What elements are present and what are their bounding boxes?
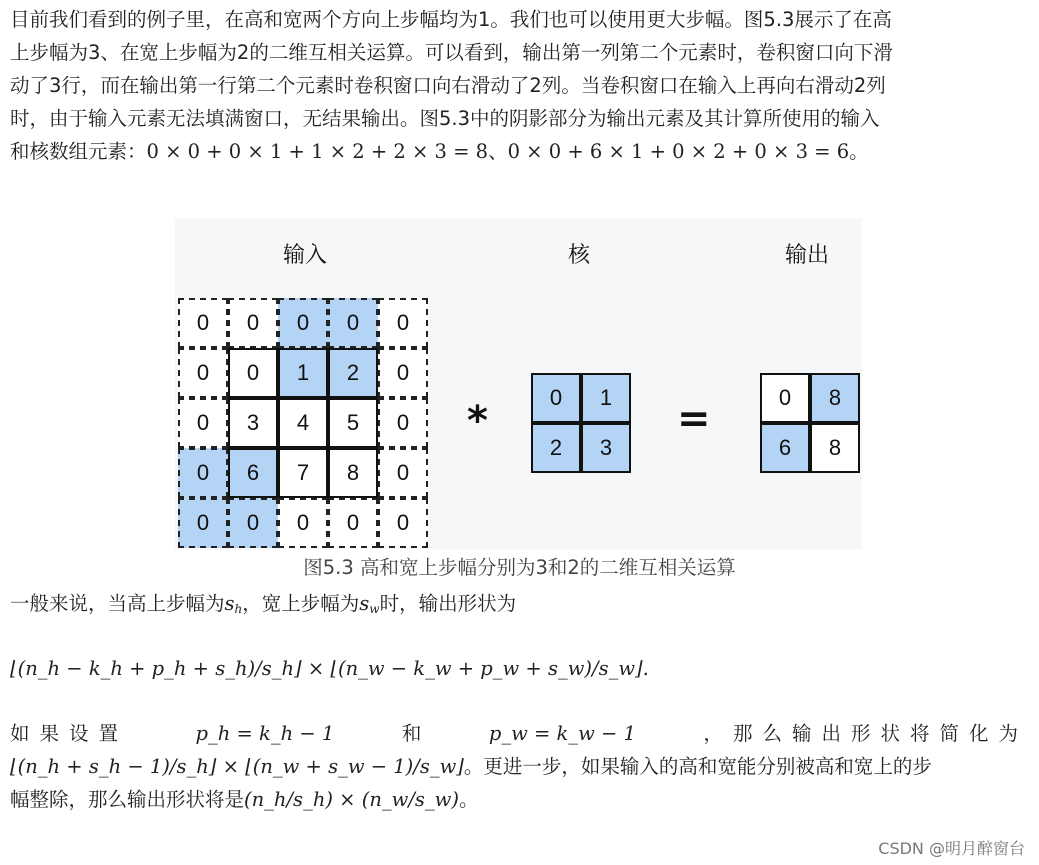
paragraph-3 xyxy=(10,717,1028,816)
input-cell: 1 xyxy=(278,348,328,398)
equation-6: 0 × 0 + 6 × 1 + 0 × 2 + 0 × 3 = 6 xyxy=(507,140,850,163)
star-operator: * xyxy=(467,398,488,444)
para3-text-5: 幅整除，那么输出形状将是 xyxy=(10,788,245,811)
kernel-cell: 0 xyxy=(531,373,581,423)
equation-pw: p_w = k_w − 1 xyxy=(488,722,636,745)
input-cell: 0 xyxy=(278,298,328,348)
input-cell: 0 xyxy=(378,448,428,498)
input-cell: 3 xyxy=(228,398,278,448)
input-cell: 2 xyxy=(328,348,378,398)
input-cell: 0 xyxy=(178,348,228,398)
input-cell: 0 xyxy=(228,348,278,398)
kernel-cell: 3 xyxy=(581,423,631,473)
separator: 、 xyxy=(488,140,508,163)
para3-word-1: 如果设置 xyxy=(10,722,129,745)
output-cell: 8 xyxy=(810,423,860,473)
para3-text-4: 。更进一步，如果输入的高和宽能分别被高和宽上的步 xyxy=(463,755,932,778)
input-cell: 0 xyxy=(378,398,428,448)
para1-line1: 目前我们看到的例子里，在高和宽两个方向上步幅均为1。我们也可以使用更大步幅。图5.3展示了在高 xyxy=(10,8,892,31)
para1-line3: 动了3行，而在输出第一行第二个元素时卷积窗口向右滑动了2列。当卷积窗口在输入上再向右滑动2列 xyxy=(10,74,886,97)
input-cell: 0 xyxy=(278,498,328,548)
input-cell: 0 xyxy=(378,348,428,398)
input-cell: 8 xyxy=(328,448,378,498)
para3-line1 xyxy=(10,717,1028,750)
input-cell: 0 xyxy=(178,498,228,548)
figure-caption: 图5.3 高和宽上步幅分别为3和2的二维互相关运算 xyxy=(303,556,736,579)
input-cell: 0 xyxy=(228,298,278,348)
input-cell: 4 xyxy=(278,398,328,448)
divisible-formula: (n_h/s_h) × (n_w/s_w) xyxy=(244,788,459,811)
input-cell: 5 xyxy=(328,398,378,448)
kernel-grid xyxy=(531,373,631,473)
input-cell: 0 xyxy=(328,298,378,348)
para2-text-1: 一般来说，当高上步幅为 xyxy=(10,592,225,615)
output-label: 输出 xyxy=(785,243,830,268)
input-cell: 0 xyxy=(178,448,228,498)
var-sw: $s_w$ xyxy=(359,592,380,616)
kernel-label: 核 xyxy=(568,243,591,268)
para3-word-3: ，那么输出形状将简化为 xyxy=(703,722,1028,745)
output-shape-formula xyxy=(10,652,1028,685)
equals-operator: = xyxy=(677,396,711,442)
para1-line4: 时，由于输入元素无法填满窗口，无结果输出。图5.3中的阴影部分为输出元素及其计算所使用的输入 xyxy=(10,107,880,130)
output-grid xyxy=(760,373,860,473)
para1-line5 xyxy=(10,135,1028,168)
simplified-formula: ⌊(n_h + s_h − 1)/s_h⌋ × ⌊(n_w + s_w − 1)/s_w⌋ xyxy=(10,755,464,778)
period: 。 xyxy=(849,140,869,163)
input-cell: 0 xyxy=(378,498,428,548)
para2-text-2: ，宽上步幅为 xyxy=(242,592,360,615)
kernel-cell: 2 xyxy=(531,423,581,473)
para3-line3 xyxy=(10,783,1028,816)
equation-ph: p_h = k_h − 1 xyxy=(195,722,335,745)
para3-line2 xyxy=(10,750,1028,783)
output-cell: 0 xyxy=(760,373,810,423)
equation-8: 0 × 0 + 0 × 1 + 1 × 2 + 2 × 3 = 8 xyxy=(146,140,489,163)
input-cell: 0 xyxy=(178,398,228,448)
input-cell: 0 xyxy=(228,498,278,548)
output-cell: 8 xyxy=(810,373,860,423)
para3-text-6: 。 xyxy=(458,788,479,811)
input-cell: 0 xyxy=(178,298,228,348)
para2-text-3: 时，输出形状为 xyxy=(379,592,517,615)
paragraph-1 xyxy=(10,3,1028,168)
input-cell: 6 xyxy=(228,448,278,498)
csdn-watermark: CSDN @明月醉窗台 xyxy=(878,839,1025,858)
var-sh: $s_h$ xyxy=(224,592,243,616)
kernel-cell: 1 xyxy=(581,373,631,423)
para3-word-2: 和 xyxy=(401,722,422,745)
output-cell: 6 xyxy=(760,423,810,473)
paragraph-2 xyxy=(10,587,1028,620)
input-grid xyxy=(178,298,428,548)
input-cell: 7 xyxy=(278,448,328,498)
input-cell: 0 xyxy=(328,498,378,548)
para1-line2: 上步幅为3、在宽上步幅为2的二维互相关运算。可以看到，输出第一列第二个元素时，卷积窗口向下滑 xyxy=(10,41,893,64)
para1-line5-text: 和核数组元素： xyxy=(10,140,147,163)
input-cell: 0 xyxy=(378,298,428,348)
formula-1-text: ⌊(n_h − k_h + p_h + s_h)/s_h⌋ × ⌊(n_w − k_w + p_w + s_w)/s_w⌋. xyxy=(10,657,649,680)
figure-5-3 xyxy=(175,218,862,549)
input-label: 输入 xyxy=(283,243,328,268)
